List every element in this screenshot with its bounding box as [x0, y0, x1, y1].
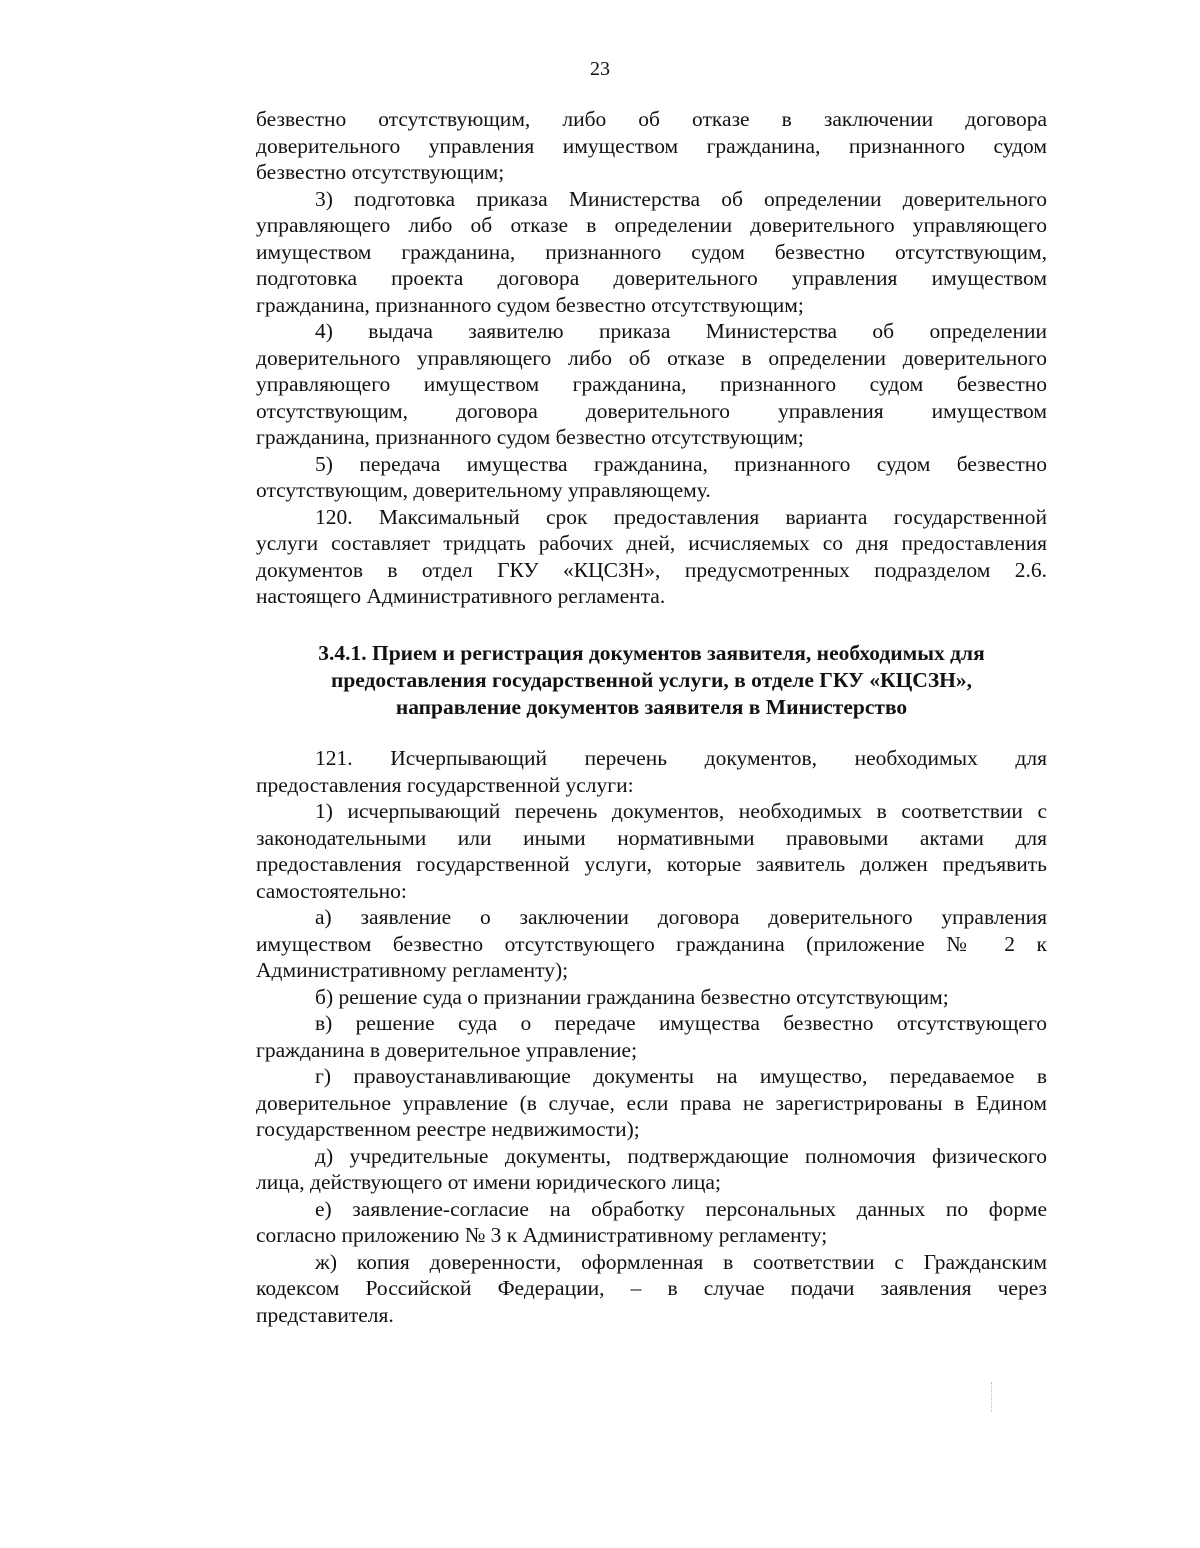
text-line: 1) исчерпывающий перечень документов, необходимых в соответствии с	[315, 799, 1047, 823]
text-line: в) решение суда о передаче имущества безвестно отсутствующего	[315, 1011, 1047, 1035]
text-line: законодательными или иными нормативными правовыми актами для	[256, 825, 1047, 850]
text-line: доверительное управление (в случае, если права не зарегистрированы в Едином	[256, 1090, 1047, 1115]
paragraph-121-1	[256, 798, 1047, 904]
paragraph-121-a	[256, 904, 1047, 984]
text-line: гражданина в доверительное управление;	[256, 1037, 638, 1062]
text-line: ж) копия доверенности, оформленная в соответствии с Гражданским	[315, 1249, 1047, 1274]
section-heading	[256, 640, 1047, 721]
text-line: 120. Максимальный срок предоставления варианта государственной	[315, 504, 1047, 529]
paragraph-121-zh	[256, 1249, 1047, 1329]
text-line: гражданина, признанного судом безвестно отсутствующим;	[256, 292, 804, 317]
bottom-text-block	[256, 745, 1047, 1328]
top-text-block	[256, 106, 1047, 610]
text-line: Административному регламенту);	[256, 958, 569, 982]
paragraph-121-g	[256, 1063, 1047, 1143]
text-line: лица, действующего от имени юридического лица;	[256, 1170, 721, 1194]
heading-line: направление документов заявителя в Министерство	[395, 695, 908, 719]
text-line: согласно приложению № 3 к Административному регламенту;	[256, 1223, 828, 1247]
text-line: е) заявление-согласие на обработку персональных данных по форме	[315, 1196, 1047, 1221]
text-line: услуги составляет тридцать рабочих дней, исчисляемых со дня предоставления	[256, 531, 1047, 555]
text-line: 4) выдача заявителю приказа Министерства об определении	[315, 319, 1047, 343]
text-line: д) учредительные документы, подтверждающие полномочия физического	[315, 1143, 1047, 1168]
text-line: самостоятельно:	[256, 878, 407, 903]
text-line: безвестно отсутствующим;	[256, 160, 505, 184]
paragraph-item-3	[256, 186, 1047, 319]
text-line: 121. Исчерпывающий перечень документов, необходимых для	[315, 746, 1047, 770]
text-line: документов в отдел ГКУ «КЦСЗН», предусмотренных подразделом 2.6.	[256, 557, 1047, 582]
paragraph-121-v	[256, 1010, 1047, 1063]
paragraph-121-e	[256, 1196, 1047, 1249]
text-line: отсутствующим, договора доверительного управления имуществом	[256, 398, 1047, 423]
text-line: управляющего либо об отказе в определении доверительного управляющего	[256, 213, 1047, 237]
text-line: имуществом безвестно отсутствующего гражданина (приложение № 2 к	[256, 931, 1047, 956]
paragraph-121	[256, 745, 1047, 798]
paragraph-item-5	[256, 451, 1047, 504]
text-line: настоящего Административного регламента.	[256, 584, 666, 608]
text-line: подготовка проекта договора доверительного управления имуществом	[256, 266, 1047, 290]
text-line: имуществом гражданина, признанного судом безвестно отсутствующим,	[256, 239, 1047, 264]
text-line: а) заявление о заключении договора доверительного управления	[315, 905, 1047, 929]
paragraph-121-d	[256, 1143, 1047, 1196]
paragraph-continuation	[256, 106, 1047, 186]
text-line: доверительного управления имуществом гражданина, признанного судом	[256, 133, 1047, 158]
text-line: предоставления государственной услуги:	[256, 772, 634, 797]
paragraph-121-b	[256, 984, 1047, 1011]
text-line: предоставления государственной услуги, которые заявитель должен предъявить	[256, 852, 1047, 876]
text-line: гражданина, признанного судом безвестно отсутствующим;	[256, 425, 804, 449]
heading-line: предоставления государственной услуги, в отделе ГКУ «КЦСЗН»,	[330, 668, 973, 692]
text-line: отсутствующим, доверительному управляющему.	[256, 478, 711, 502]
text-line: управляющего имуществом гражданина, признанного судом безвестно	[256, 372, 1047, 396]
text-line: безвестно отсутствующим, либо об отказе в заключении договора	[256, 107, 1047, 131]
text-line: б) решение суда о признании гражданина безвестно отсутствующим;	[315, 984, 949, 1009]
heading-line: 3.4.1. Прием и регистрация документов заявителя, необходимых для	[318, 641, 985, 665]
page-number: 23	[590, 58, 610, 80]
text-line: 5) передача имущества гражданина, признанного судом безвестно	[315, 451, 1047, 476]
text-line: кодексом Российской Федерации, – в случае подачи заявления через	[256, 1276, 1047, 1300]
text-line: представителя.	[256, 1302, 394, 1327]
text-line: государственном реестре недвижимости);	[256, 1117, 640, 1141]
paragraph-120	[256, 504, 1047, 610]
text-line: доверительного управляющего либо об отказе в определении доверительного	[256, 345, 1047, 370]
text-line: 3) подготовка приказа Министерства об определении доверительного	[315, 186, 1047, 211]
scan-artifact-mark	[991, 1382, 993, 1412]
paragraph-item-4	[256, 318, 1047, 451]
text-line: г) правоустанавливающие документы на имущество, передаваемое в	[315, 1064, 1047, 1088]
